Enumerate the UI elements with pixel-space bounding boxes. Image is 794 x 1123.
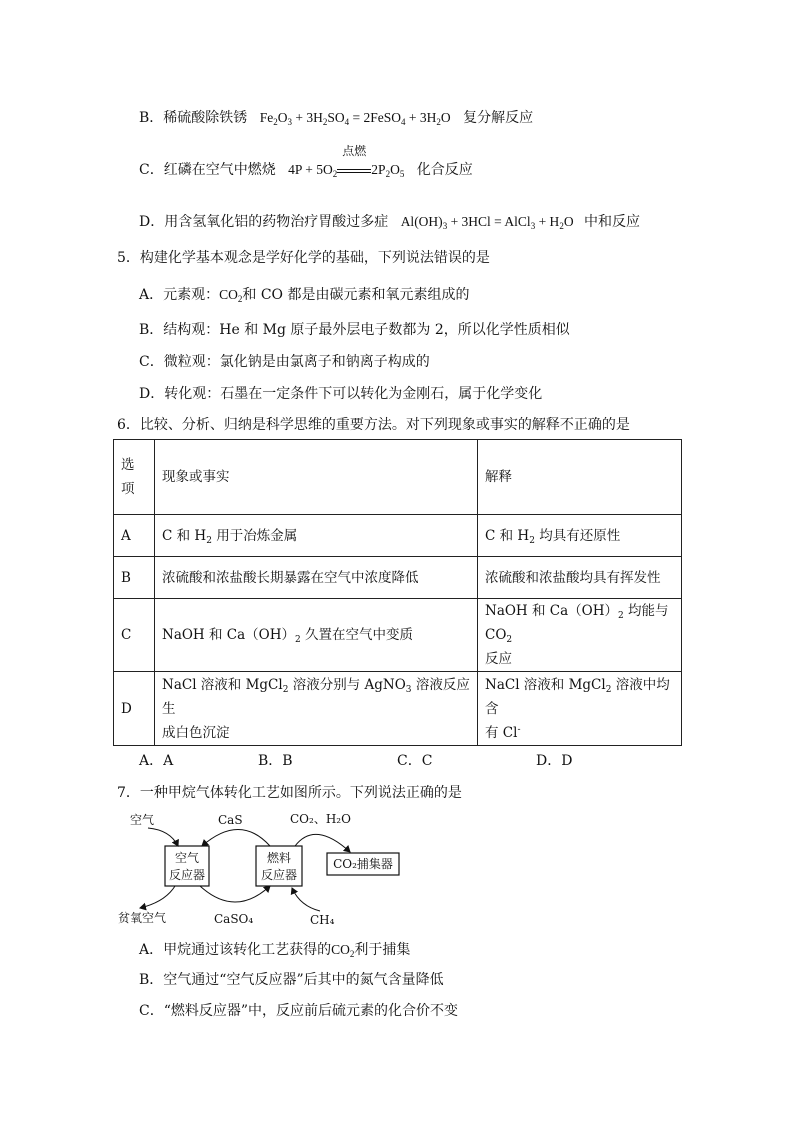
co2-h2o-label: CO₂、H₂O — [290, 812, 351, 826]
q6-answer-a: A．A — [139, 753, 174, 769]
q4-option-b: B．稀硫酸除铁锈 $Fe_2O_3 + 3H_2SO_4$ = 2FeSO$_4$ + $3H_2O$ 复分解反应 — [139, 110, 534, 127]
table-row — [114, 557, 682, 599]
q5-option-d: D．转化观：石墨在一定条件下可以转化为金刚石，属于化学变化 — [139, 386, 543, 402]
q7-option-b: B．空气通过“空气反应器”后其中的氮气含量降低 — [139, 972, 444, 988]
air-input-label: 空气 — [130, 813, 155, 827]
fuel-reactor-label-2: 反应器 — [260, 868, 298, 882]
q5-option-c: C．微粒观：氯化钠是由氯离子和钠离子构成的 — [139, 354, 430, 370]
process-diagram — [110, 808, 420, 933]
q4-option-d: D．用含氢氧化铝的药物治疗胃酸过多症 $Al(OH)_3 + 3HCl$ = AlCl$_3$ + $H_2O$ 中和反应 — [139, 214, 641, 231]
reaction-condition: 点燃 — [337, 160, 371, 180]
row-phenomenon: 浓硫酸和浓盐酸长期暴露在空气中浓度降低 — [155, 557, 478, 599]
table-row — [114, 515, 682, 557]
table-row — [114, 672, 682, 746]
co2-arrow — [295, 834, 350, 852]
depleted-air-label: 贫氧空气 — [118, 911, 167, 925]
row-phenomenon: C 和 $H_2$ 用于冶炼金属 — [155, 515, 478, 557]
q4b-equation: $Fe_2O_3 + 3H_2SO_4$ = 2FeSO$_4$ + $3H_2O$ — [259, 110, 451, 127]
depleted-air-arrow — [140, 886, 175, 908]
ch4-label: CH₄ — [310, 913, 335, 927]
q6-answer-d: D．D — [536, 753, 573, 769]
q5-option-a: A．元素观：$CO_2$和 CO 都是由碳元素和氧元素组成的 — [139, 287, 470, 304]
q7-stem: 7．一种甲烷气体转化工艺如图所示。下列说法正确的是 — [117, 785, 462, 801]
row-option: D — [114, 672, 155, 746]
table-header-row — [114, 440, 682, 515]
row-explanation: C 和 $H_2$ 均具有还原性 — [478, 515, 682, 557]
q6-answer-b: B．B — [258, 753, 293, 769]
q5-option-b: B．结构观：He 和 Mg 原子最外层电子数都为 2，所以化学性质相似 — [139, 322, 570, 338]
header-explanation: 解释 — [478, 440, 682, 515]
q6-table — [113, 439, 682, 746]
row-explanation: 浓硫酸和浓盐酸均具有挥发性 — [478, 557, 682, 599]
header-phenomenon: 现象或事实 — [155, 440, 478, 515]
row-explanation: NaCl 溶液和 MgCl$_2$ 溶液中均含 有 Cl- — [478, 672, 682, 746]
row-option: C — [114, 599, 155, 672]
q4c-equation: $4P + 5O_2$ 点燃 $2P_2O_5$ — [288, 144, 405, 179]
air-reactor-label-2: 反应器 — [168, 868, 206, 882]
caso4-label: CaSO₄ — [214, 912, 254, 926]
cas-arrow — [202, 830, 270, 847]
row-phenomenon: NaCl 溶液和 MgCl$_2$ 溶液分别与 AgNO$_3$ 溶液反应生 成白色沉淀 — [155, 672, 478, 746]
header-option: 选 项 — [114, 440, 155, 515]
q6-stem: 6．比较、分析、归纳是科学思维的重要方法。对下列现象或事实的解释不正确的是 — [117, 417, 630, 433]
q5-stem: 5．构建化学基本观念是学好化学的基础，下列说法错误的是 — [117, 250, 490, 266]
q6-answer-c: C．C — [397, 753, 433, 769]
row-option: B — [114, 557, 155, 599]
row-option: A — [114, 515, 155, 557]
air-reactor-label: 空气 — [174, 851, 200, 865]
q7-option-c: C．“燃料反应器”中，反应前后硫元素的化合价不变 — [139, 1003, 459, 1019]
ch4-arrow — [292, 888, 320, 911]
cas-label: CaS — [218, 813, 243, 827]
q4-option-c: C．红磷在空气中燃烧 $4P + 5O_2$ 点燃 $2P_2O_5$ 化合反应 — [139, 144, 473, 179]
row-explanation: NaOH 和 $Ca(OH)_2$ 均能与 $CO_2$ 反应 — [478, 599, 682, 672]
q7-option-a: A．甲烷通过该转化工艺获得的$CO_2$利于捕集 — [139, 942, 411, 959]
table-row — [114, 599, 682, 672]
caso4-arrow — [200, 886, 270, 902]
q4d-equation: $Al(OH)_3 + 3HCl$ = AlCl$_3$ + $H_2O$ — [400, 214, 574, 231]
capture-label: CO₂捕集器 — [333, 857, 393, 871]
fuel-reactor-label: 燃料 — [266, 851, 292, 865]
row-phenomenon: NaOH 和 $Ca(OH)_2$ 久置在空气中变质 — [155, 599, 478, 672]
air-in-arrow — [148, 828, 178, 846]
